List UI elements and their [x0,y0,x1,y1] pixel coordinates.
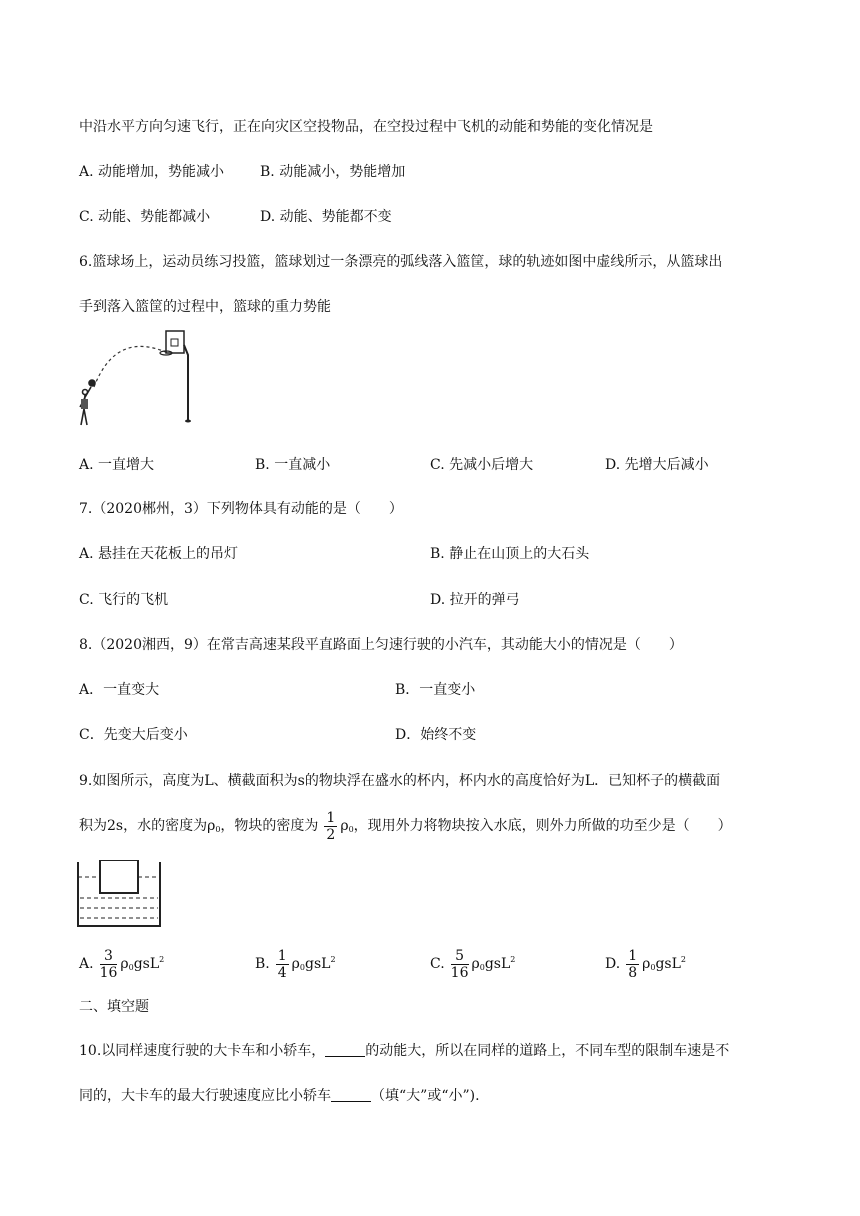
q6-option-d: D. 先增大后减小 [605,457,709,473]
cup-block-figure [76,860,162,930]
basketball-figure [76,325,206,440]
q9-line2-post: ，现用外力将物块按入水底，则外力所做的功至少是（ ） [353,818,732,834]
q7-option-d: D. 拉开的弹弓 [430,592,520,608]
q5-option-d: D. 动能、势能都不变 [260,209,392,225]
rho-symbol: ρ [340,818,349,834]
q8-option-c: C．先变大后变小 [79,727,188,743]
q7-stem: 7.（2020郴州，3）下列物体具有动能的是（ ） [79,501,403,517]
q9-option-b: B. $\frac{1}{4}$ $\rho_0gsL^2$ [255,947,336,981]
section-heading-fill-blank: 二、填空题 [79,999,149,1015]
q9-stem-line2: 积为2s，水的密度为$\rho_0$，物块的密度为 $\frac{1}{2}$ $\rho_0$，现用外力将物块按入水底，则外力所做的功至少是（ ） [79,809,732,843]
q6-stem-line1: 6.篮球场上，运动员练习投篮，篮球划过一条漂亮的弧线落入篮筐，球的轨迹如图中虚线所示，从篮球出 [79,254,723,270]
q9-option-d: D. $\frac{1}{8}$ $\rho_0gsL^2$ [605,947,686,981]
q7-option-c: C. 飞行的飞机 [79,592,169,608]
q8-option-a: A．一直变大 [79,682,160,698]
q8-option-d: D．始终不变 [395,727,477,743]
trajectory-dashed-line [94,346,168,387]
q6-option-c: C. 先减小后增大 [430,457,534,473]
q9-option-c: C. $\frac{5}{16}$ $\rho_0gsL^2$ [430,947,516,981]
q6-option-a: A. 一直增大 [79,457,155,473]
q9-line2-mid: ，物块的密度为 [220,818,319,834]
q5-option-b: B. 动能减小，势能增加 [260,164,406,180]
q7-option-b: B. 静止在山顶上的大石头 [430,546,590,562]
answer-blank-2[interactable] [331,1087,371,1102]
q7-option-a: A. 悬挂在天花板上的吊灯 [79,546,239,562]
q8-option-b: B．一直变小 [395,682,476,698]
q5-option-a: A. 动能增加，势能减小 [79,164,225,180]
q10-stem-line1: 10.以同样速度行驶的大卡车和小轿车， 的动能大，所以在同样的道路上，不同车型的限制车速是不 [79,1043,730,1059]
rho-subscript: 0 [215,825,221,834]
q8-stem: 8.（2020湘西，9）在常吉高速某段平直路面上匀速行驶的小汽车，其动能大小的情况是（ ） [79,637,683,653]
q6-stem-line2: 手到落入篮筐的过程中，篮球的重力势能 [79,299,331,315]
backboard [166,331,184,353]
floating-block [100,860,138,893]
q10-stem-line2: 同的，大卡车的最大行驶速度应比小轿车 （填“大”或“小”). [79,1088,480,1104]
q9-stem-line1: 9.如图所示，高度为L、横截面积为s的物块浮在盛水的杯内，杯内水的高度恰好为L．已知杯子的横截面 [79,773,721,789]
player-figure [80,380,95,425]
q5-option-c: C. 动能、势能都减小 [79,209,211,225]
q9-option-a: A. $\frac{3}{16}$ $\rho_0gsL^2$ [79,947,165,981]
q6-option-b: B. 一直减小 [255,457,331,473]
answer-blank-1[interactable] [325,1042,365,1057]
pole [184,345,188,420]
q5-stem: 中沿水平方向匀速飞行，正在向灾区空投物品，在空投过程中飞机的动能和势能的变化情况是 [79,119,653,135]
fraction-one-half: $\frac{1}{2}$ [326,809,336,843]
q9-line2-pre: 积为2s，水的密度为ρ [79,818,216,834]
